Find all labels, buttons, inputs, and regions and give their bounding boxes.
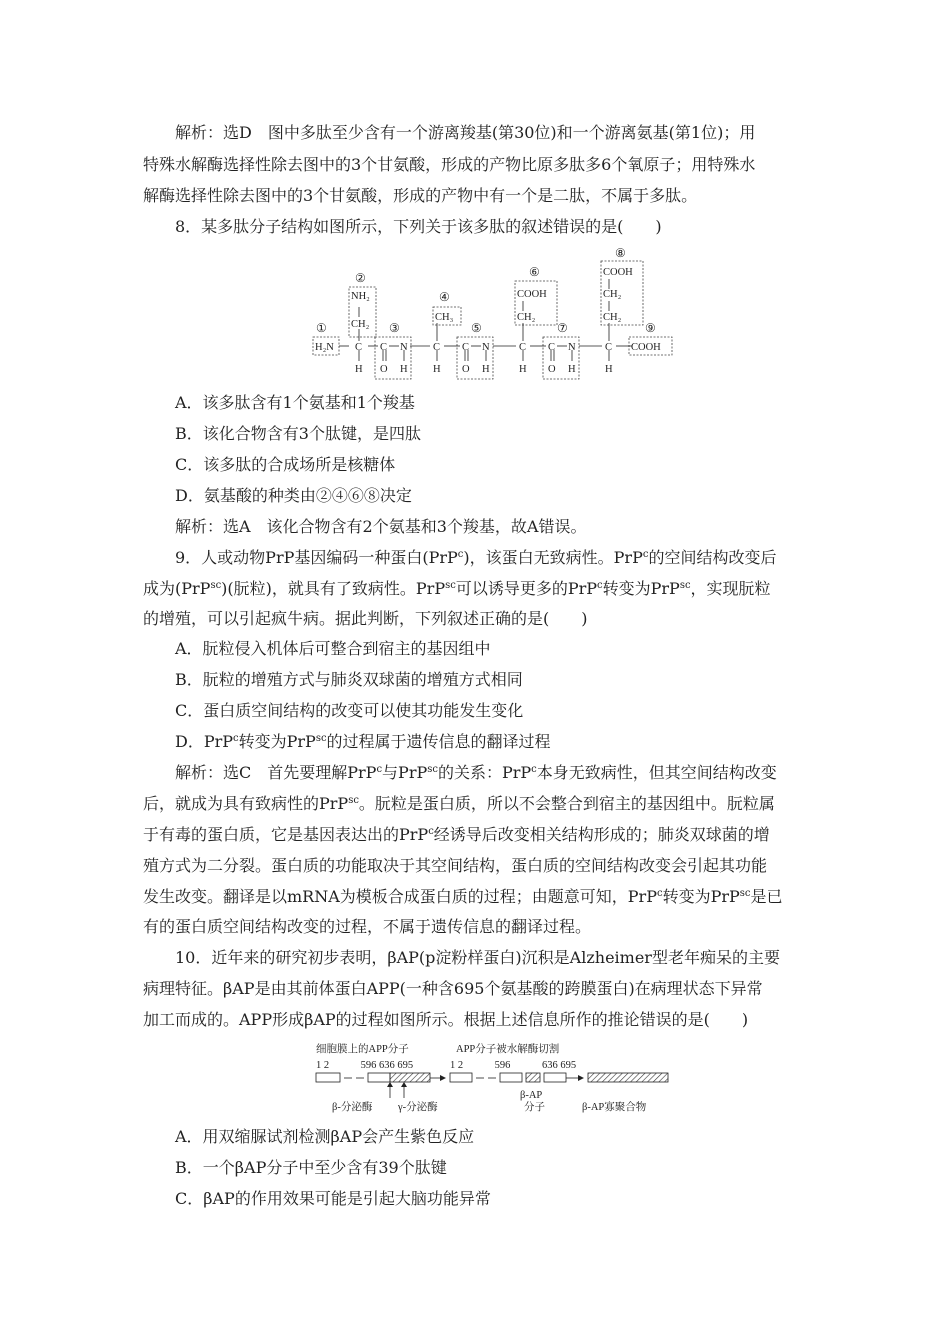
atom-h6: H (568, 364, 576, 375)
bap-molecule-label-1: β-AP (520, 1090, 543, 1101)
beta-secretase-label: β-分泌酶 (332, 1102, 373, 1113)
app-segment-2 (368, 1073, 390, 1082)
atom-n1: N (400, 342, 408, 353)
group-ch3: CH₃ (435, 312, 454, 323)
q10-option-a: A．用双缩脲试剂检测βAP会产生紫色反应 (175, 1127, 475, 1146)
group-h2n: H₂N (315, 342, 334, 353)
polypeptide-structure-diagram (305, 245, 685, 383)
q10-stem-line-2: 病理特征。βAP是由其前体蛋白APP(一种含695个氨基酸的跨膜蛋白)在病理状态下异常 (143, 979, 763, 998)
oligomer-label: β-AP寡聚合物 (582, 1102, 647, 1113)
app-cleavage-diagram (310, 1040, 680, 1118)
atom-h2: H (400, 364, 408, 375)
oligomer-bar (588, 1073, 668, 1082)
atom-c5: C (519, 342, 527, 353)
q8-analysis: 解析：选A 该化合物含有2个氨基和3个羧基，故A错误。 (175, 517, 587, 536)
atom-n2: N (482, 342, 490, 353)
cut-segment-1 (450, 1073, 472, 1082)
label-1: ① (316, 321, 327, 335)
label-9: ⑨ (645, 321, 656, 335)
q9-option-d: D．PrP$^c$转变为PrP$^{sc}$的过程属于遗传信息的翻译过程 (175, 732, 551, 751)
atom-n3: N (568, 342, 576, 353)
app-bap-region (390, 1073, 430, 1082)
atom-o2: O (462, 364, 470, 375)
q9-analysis-line-1: 解析：选C 首先要理解PrP$^c$与PrP$^{sc}$的关系：PrP$^c$本身无致病性，但其空间结构改变 (175, 763, 777, 782)
q9-analysis-line-3: 于有毒的蛋白质，它是基因表达出的PrP$^c$经诱导后改变相关结构形成的；肺炎双球菌的增 (143, 825, 770, 844)
group-ch2-a: CH₂ (351, 319, 370, 330)
q9-option-c: C．蛋白质空间结构的改变可以使其功能发生变化 (175, 701, 524, 720)
q9-stem-line-3: 的增殖，可以引起疯牛病。据此判断，下列叙述正确的是( ) (143, 609, 588, 628)
q9-analysis-line-5: 发生改变。翻译是以mRNA为模板合成蛋白质的过程；由题意可知，PrP$^c$转变为PrP$^{sc}$是已 (143, 887, 783, 906)
atom-c1: C (355, 342, 363, 353)
group-cooh-b: COOH (603, 267, 633, 278)
nums-mid: 1 2 596 (450, 1060, 511, 1071)
atom-c3: C (433, 342, 441, 353)
analysis-7-line-3: 解酶选择性除去图中的3个甘氨酸，形成的产物中有一个是二肽，不属于多肽。 (143, 186, 698, 205)
atom-h5: H (519, 364, 527, 375)
q9-option-a: A．朊粒侵入机体后可整合到宿主的基因组中 (175, 639, 491, 658)
q9-stem-line-1: 9．人或动物PrP基因编码一种蛋白(PrP$^c$)，该蛋白无致病性。PrP$^c$的空间结构改变后 (175, 548, 777, 567)
label-6: ⑥ (529, 265, 540, 279)
label-4: ④ (439, 290, 450, 304)
bap-molecule-label-2: 分子 (524, 1102, 545, 1113)
q9-analysis-line-2: 后，就成为具有致病性的PrP$^{sc}$。朊粒是蛋白质，所以不会整合到宿主的基因组中。朊粒属 (143, 794, 775, 813)
label-8: ⑧ (615, 246, 626, 260)
analysis-7-line-2: 特殊水解酶选择性除去图中的3个甘氨酸，形成的产物比原多肽多6个氧原子；用特殊水 (143, 155, 756, 174)
nums-left: 1 2 596 636 695 (316, 1060, 414, 1071)
analysis-7-line-1: 解析：选D 图中多肽至少含有一个游离羧基(第30位)和一个游离氨基(第1位)；用 (175, 123, 756, 142)
q9-analysis-line-4: 殖方式为二分裂。蛋白质的功能取决于其空间结构，蛋白质的空间结构改变会引起其功能 (143, 856, 768, 875)
q9-stem-line-2: 成为(PrP$^{sc}$)(朊粒)，就具有了致病性。PrP$^{sc}$可以诱导更多的PrP$^c$转变为PrP$^{sc}$，实现朊粒 (143, 579, 771, 598)
atom-c7: C (605, 342, 613, 353)
atom-o3: O (548, 364, 556, 375)
cut-segment-3 (544, 1073, 566, 1082)
question-8-stem: 8．某多肽分子结构如图所示，下列关于该多肽的叙述错误的是( ) (175, 217, 662, 236)
atom-c4: C (462, 342, 470, 353)
app-segment-1 (316, 1073, 340, 1082)
q8-option-b: B．该化合物含有3个肽键，是四肽 (175, 424, 421, 443)
label-3: ③ (389, 321, 400, 335)
group-cooh-a: COOH (517, 289, 547, 300)
atom-h7: H (605, 364, 613, 375)
title-left: 细胞膜上的APP分子 (316, 1044, 409, 1055)
atom-c2: C (380, 342, 388, 353)
q10-option-c: C．βAP的作用效果可能是引起大脑功能异常 (175, 1189, 491, 1208)
nums-right: 636 695 (542, 1060, 577, 1071)
q9-analysis-line-6: 有的蛋白质空间结构改变的过程，不属于遗传信息的翻译过程。 (143, 917, 592, 936)
label-5: ⑤ (471, 321, 482, 335)
cut-bap (526, 1073, 540, 1082)
group-ch2-c: CH₂ (603, 289, 622, 300)
label-2: ② (355, 271, 366, 285)
atom-h1: H (355, 364, 363, 375)
group-ch2-b: CH₂ (517, 312, 536, 323)
atom-h4: H (482, 364, 490, 375)
q10-stem-line-1: 10．近年来的研究初步表明，βAP(p淀粉样蛋白)沉积是Alzheimer型老年痴呆的主要 (175, 948, 780, 967)
atom-h3: H (433, 364, 441, 375)
gamma-secretase-label: γ-分泌酶 (398, 1102, 438, 1113)
q8-option-d: D．氨基酸的种类由②④⑥⑧决定 (175, 486, 412, 505)
group-nh2: NH₂ (351, 291, 370, 302)
cut-segment-2 (500, 1073, 522, 1082)
q10-option-b: B．一个βAP分子中至少含有39个肽键 (175, 1158, 447, 1177)
label-7: ⑦ (557, 321, 568, 335)
group-ch2-d: CH₂ (603, 312, 622, 323)
group-cooh-c: COOH (631, 342, 661, 353)
q8-option-c: C．该多肽的合成场所是核糖体 (175, 455, 396, 474)
q8-option-a: A．该多肽含有1个氨基和1个羧基 (175, 393, 415, 412)
atom-o1: O (380, 364, 388, 375)
atom-c6: C (548, 342, 556, 353)
title-right: APP分子被水解酶切割 (456, 1044, 560, 1055)
q9-option-b: B．朊粒的增殖方式与肺炎双球菌的增殖方式相同 (175, 670, 523, 689)
q10-stem-line-3: 加工而成的。APP形成βAP的过程如图所示。根据上述信息所作的推论错误的是( ) (143, 1010, 749, 1029)
